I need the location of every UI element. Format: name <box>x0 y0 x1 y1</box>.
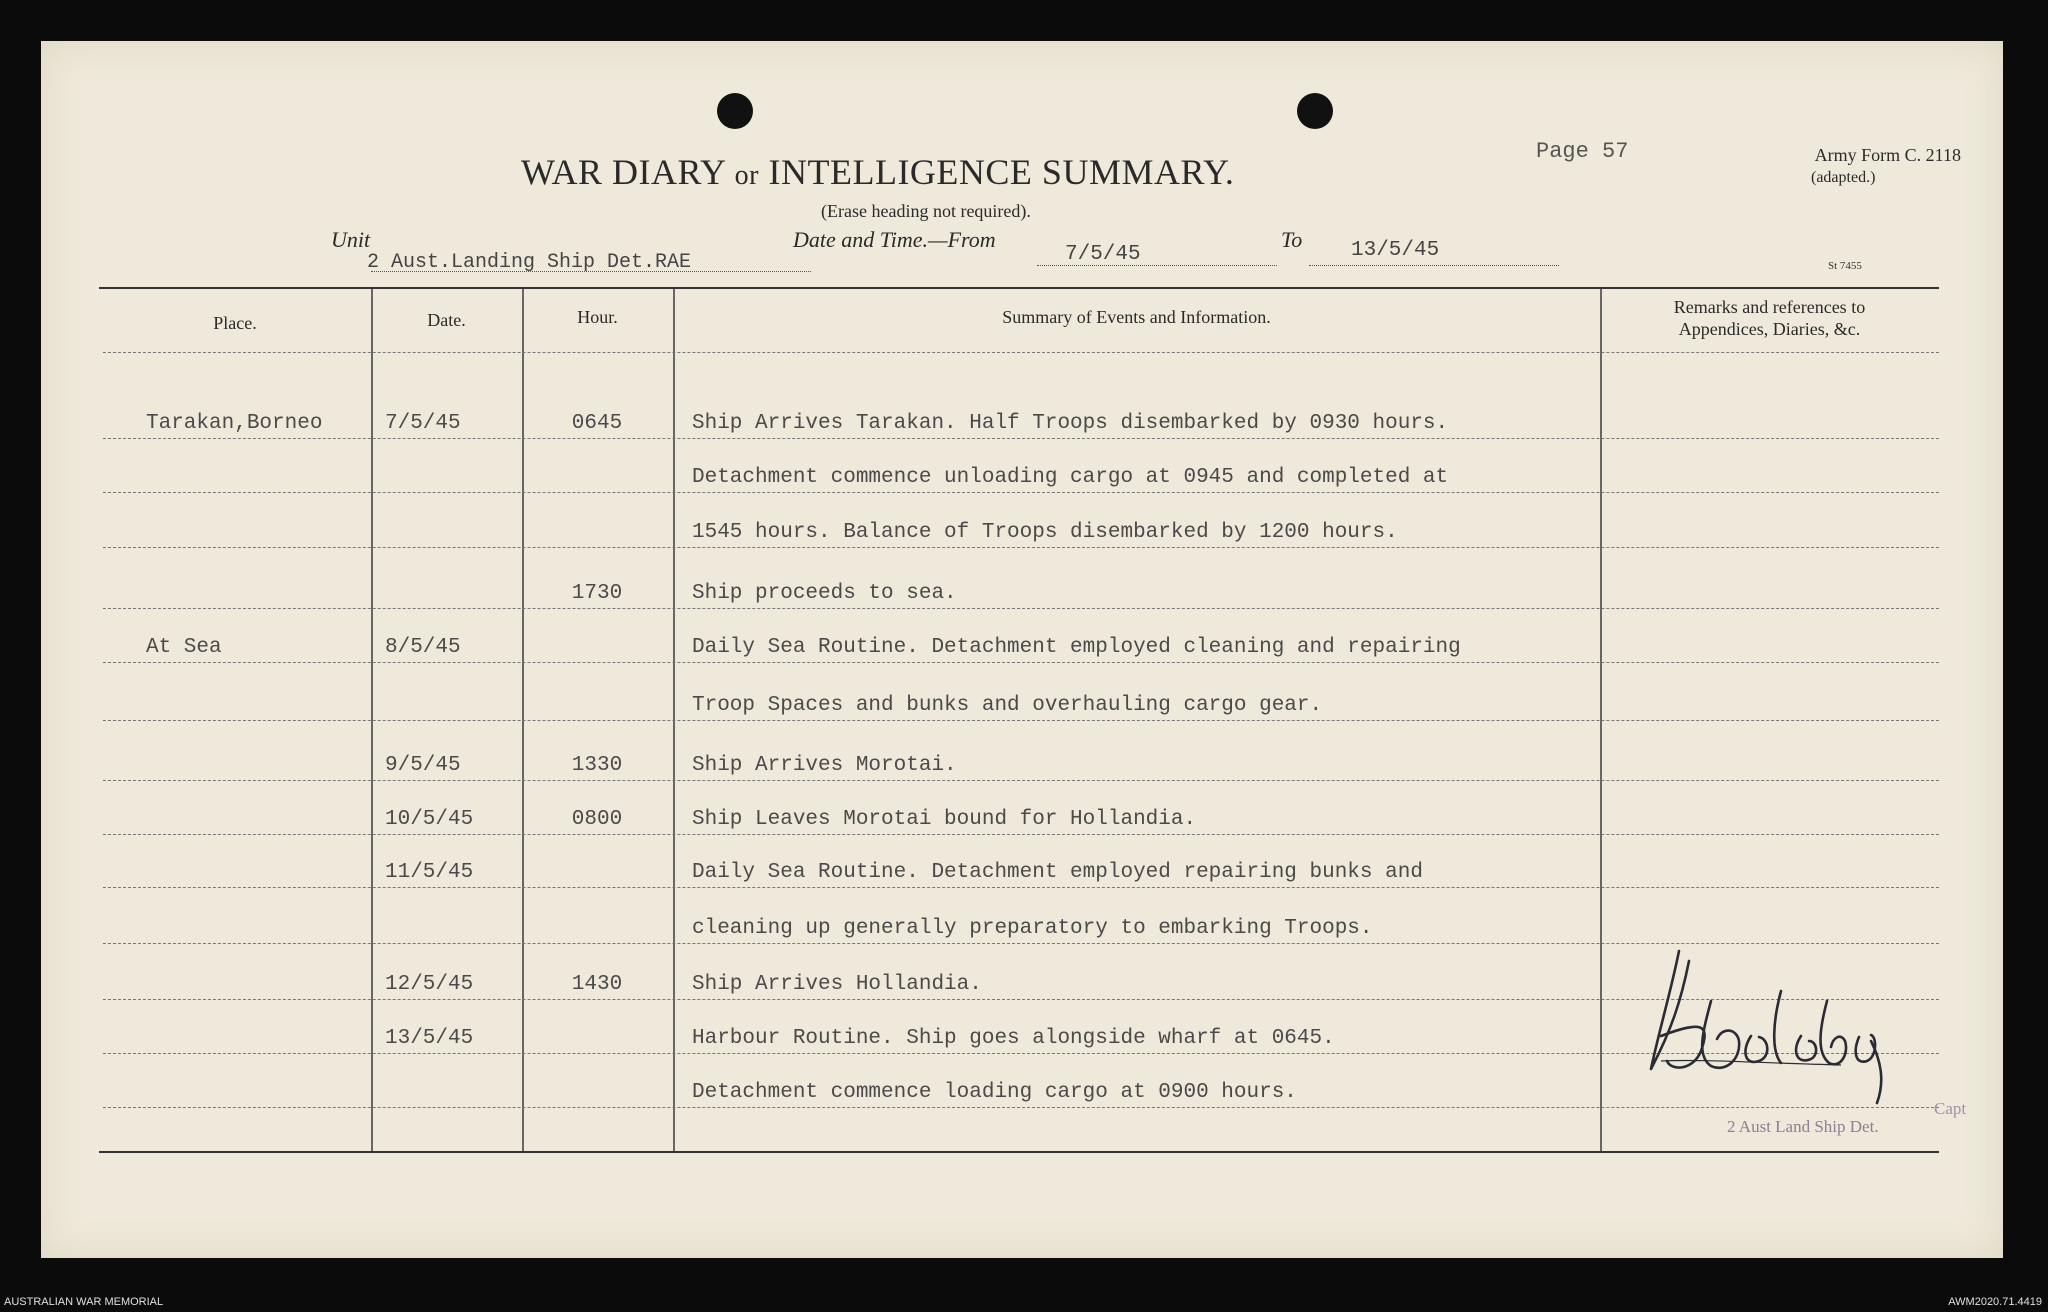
date-cell: 11/5/45 <box>385 861 474 884</box>
stamp-unit: 2 Aust Land Ship Det. <box>1727 1117 1879 1136</box>
subtitle: (Erase heading not required). <box>821 201 1031 221</box>
date-cell: 9/5/45 <box>385 754 461 777</box>
hour-cell: 0645 <box>571 412 623 435</box>
punch-hole-left <box>717 93 753 129</box>
summary-cell: Troop Spaces and bunks and overhauling cargo gear. <box>692 694 1323 717</box>
page-title <box>521 151 1235 193</box>
to-date: 13/5/45 <box>1351 239 1440 262</box>
row-rule <box>103 887 1939 888</box>
place-cell: Tarakan,Borneo <box>146 412 323 435</box>
column-header-date: Date. <box>427 310 466 330</box>
column-header-hour: Hour. <box>577 307 618 327</box>
to-label: To <box>1281 227 1303 252</box>
date-cell: 10/5/45 <box>385 808 474 831</box>
summary-cell: Ship Arrives Hollandia. <box>692 973 982 996</box>
row-rule <box>103 492 1939 493</box>
date-cell: 7/5/45 <box>385 412 461 435</box>
summary-cell: Ship Leaves Morotai bound for Hollandia. <box>692 808 1197 831</box>
row-rule <box>103 662 1939 663</box>
hour-cell: 0800 <box>571 808 623 831</box>
header-underline <box>103 352 1939 353</box>
hour-cell: 1430 <box>571 973 623 996</box>
row-rule <box>103 547 1939 548</box>
row-rule <box>103 780 1939 781</box>
row-rule <box>103 720 1939 721</box>
row-rule <box>103 834 1939 835</box>
row-rule <box>103 438 1939 439</box>
form-adapted: (adapted.) <box>1811 169 1876 186</box>
from-date: 7/5/45 <box>1065 243 1141 266</box>
unit-label: Unit <box>331 227 371 252</box>
remarks-header-line2: Appendices, Diaries, &c. <box>1678 319 1861 339</box>
summary-cell: Ship proceeds to sea. <box>692 582 957 605</box>
stamp-rank: Capt <box>1934 1099 1967 1118</box>
table-bottom-rule <box>99 1151 1939 1153</box>
summary-cell: Ship Arrives Tarakan. Half Troops disembarked by 0930 hours. <box>692 412 1449 435</box>
title-war-diary: WAR DIARY <box>521 152 726 192</box>
diary-sheet <box>41 41 2003 1258</box>
row-rule <box>103 608 1939 609</box>
remarks-header-line1: Remarks and references to <box>1673 297 1866 317</box>
to-dotline <box>1309 265 1559 266</box>
summary-cell: Daily Sea Routine. Detachment employed cleaning and repairing <box>692 636 1461 659</box>
title-intelligence-summary: INTELLIGENCE SUMMARY. <box>768 152 1235 192</box>
summary-cell: Detachment commence unloading cargo at 0945 and completed at <box>692 466 1449 489</box>
date-cell: 8/5/45 <box>385 636 461 659</box>
signature <box>1641 941 1901 1111</box>
summary-cell: Ship Arrives Morotai. <box>692 754 957 777</box>
date-cell: 13/5/45 <box>385 1027 474 1050</box>
footer-archive-name: AUSTRALIAN WAR MEMORIAL <box>4 1296 164 1308</box>
title-or: or <box>734 160 759 191</box>
hour-cell: 1330 <box>571 754 623 777</box>
hour-cell: 1730 <box>571 582 623 605</box>
column-header-place: Place. <box>213 313 257 333</box>
table-top-rule <box>99 287 1939 289</box>
summary-cell: Harbour Routine. Ship goes alongside wharf at 0645. <box>692 1027 1335 1050</box>
column-header-summary: Summary of Events and Information. <box>1002 307 1271 327</box>
summary-cell: 1545 hours. Balance of Troops disembarked by 1200 hours. <box>692 521 1398 544</box>
place-cell: At Sea <box>146 636 222 659</box>
summary-cell: Detachment commence loading cargo at 0900 hours. <box>692 1081 1297 1104</box>
stock-number: St 7455 <box>1828 260 1862 272</box>
footer-reference-number: AWM2020.71.4419 <box>1948 1296 2042 1308</box>
summary-cell: Daily Sea Routine. Detachment employed repairing bunks and <box>692 861 1423 884</box>
summary-cell: cleaning up generally preparatory to embarking Troops. <box>692 917 1373 940</box>
form-reference: Army Form C. 2118 <box>1814 145 1961 165</box>
column-header-remarks <box>1600 296 1939 340</box>
unit-value: 2 Aust.Landing Ship Det.RAE <box>367 251 692 274</box>
date-time-label: Date and Time.—From <box>793 227 996 252</box>
page-number: Page 57 <box>1536 139 1629 164</box>
date-cell: 12/5/45 <box>385 973 474 996</box>
punch-hole-right <box>1297 93 1333 129</box>
